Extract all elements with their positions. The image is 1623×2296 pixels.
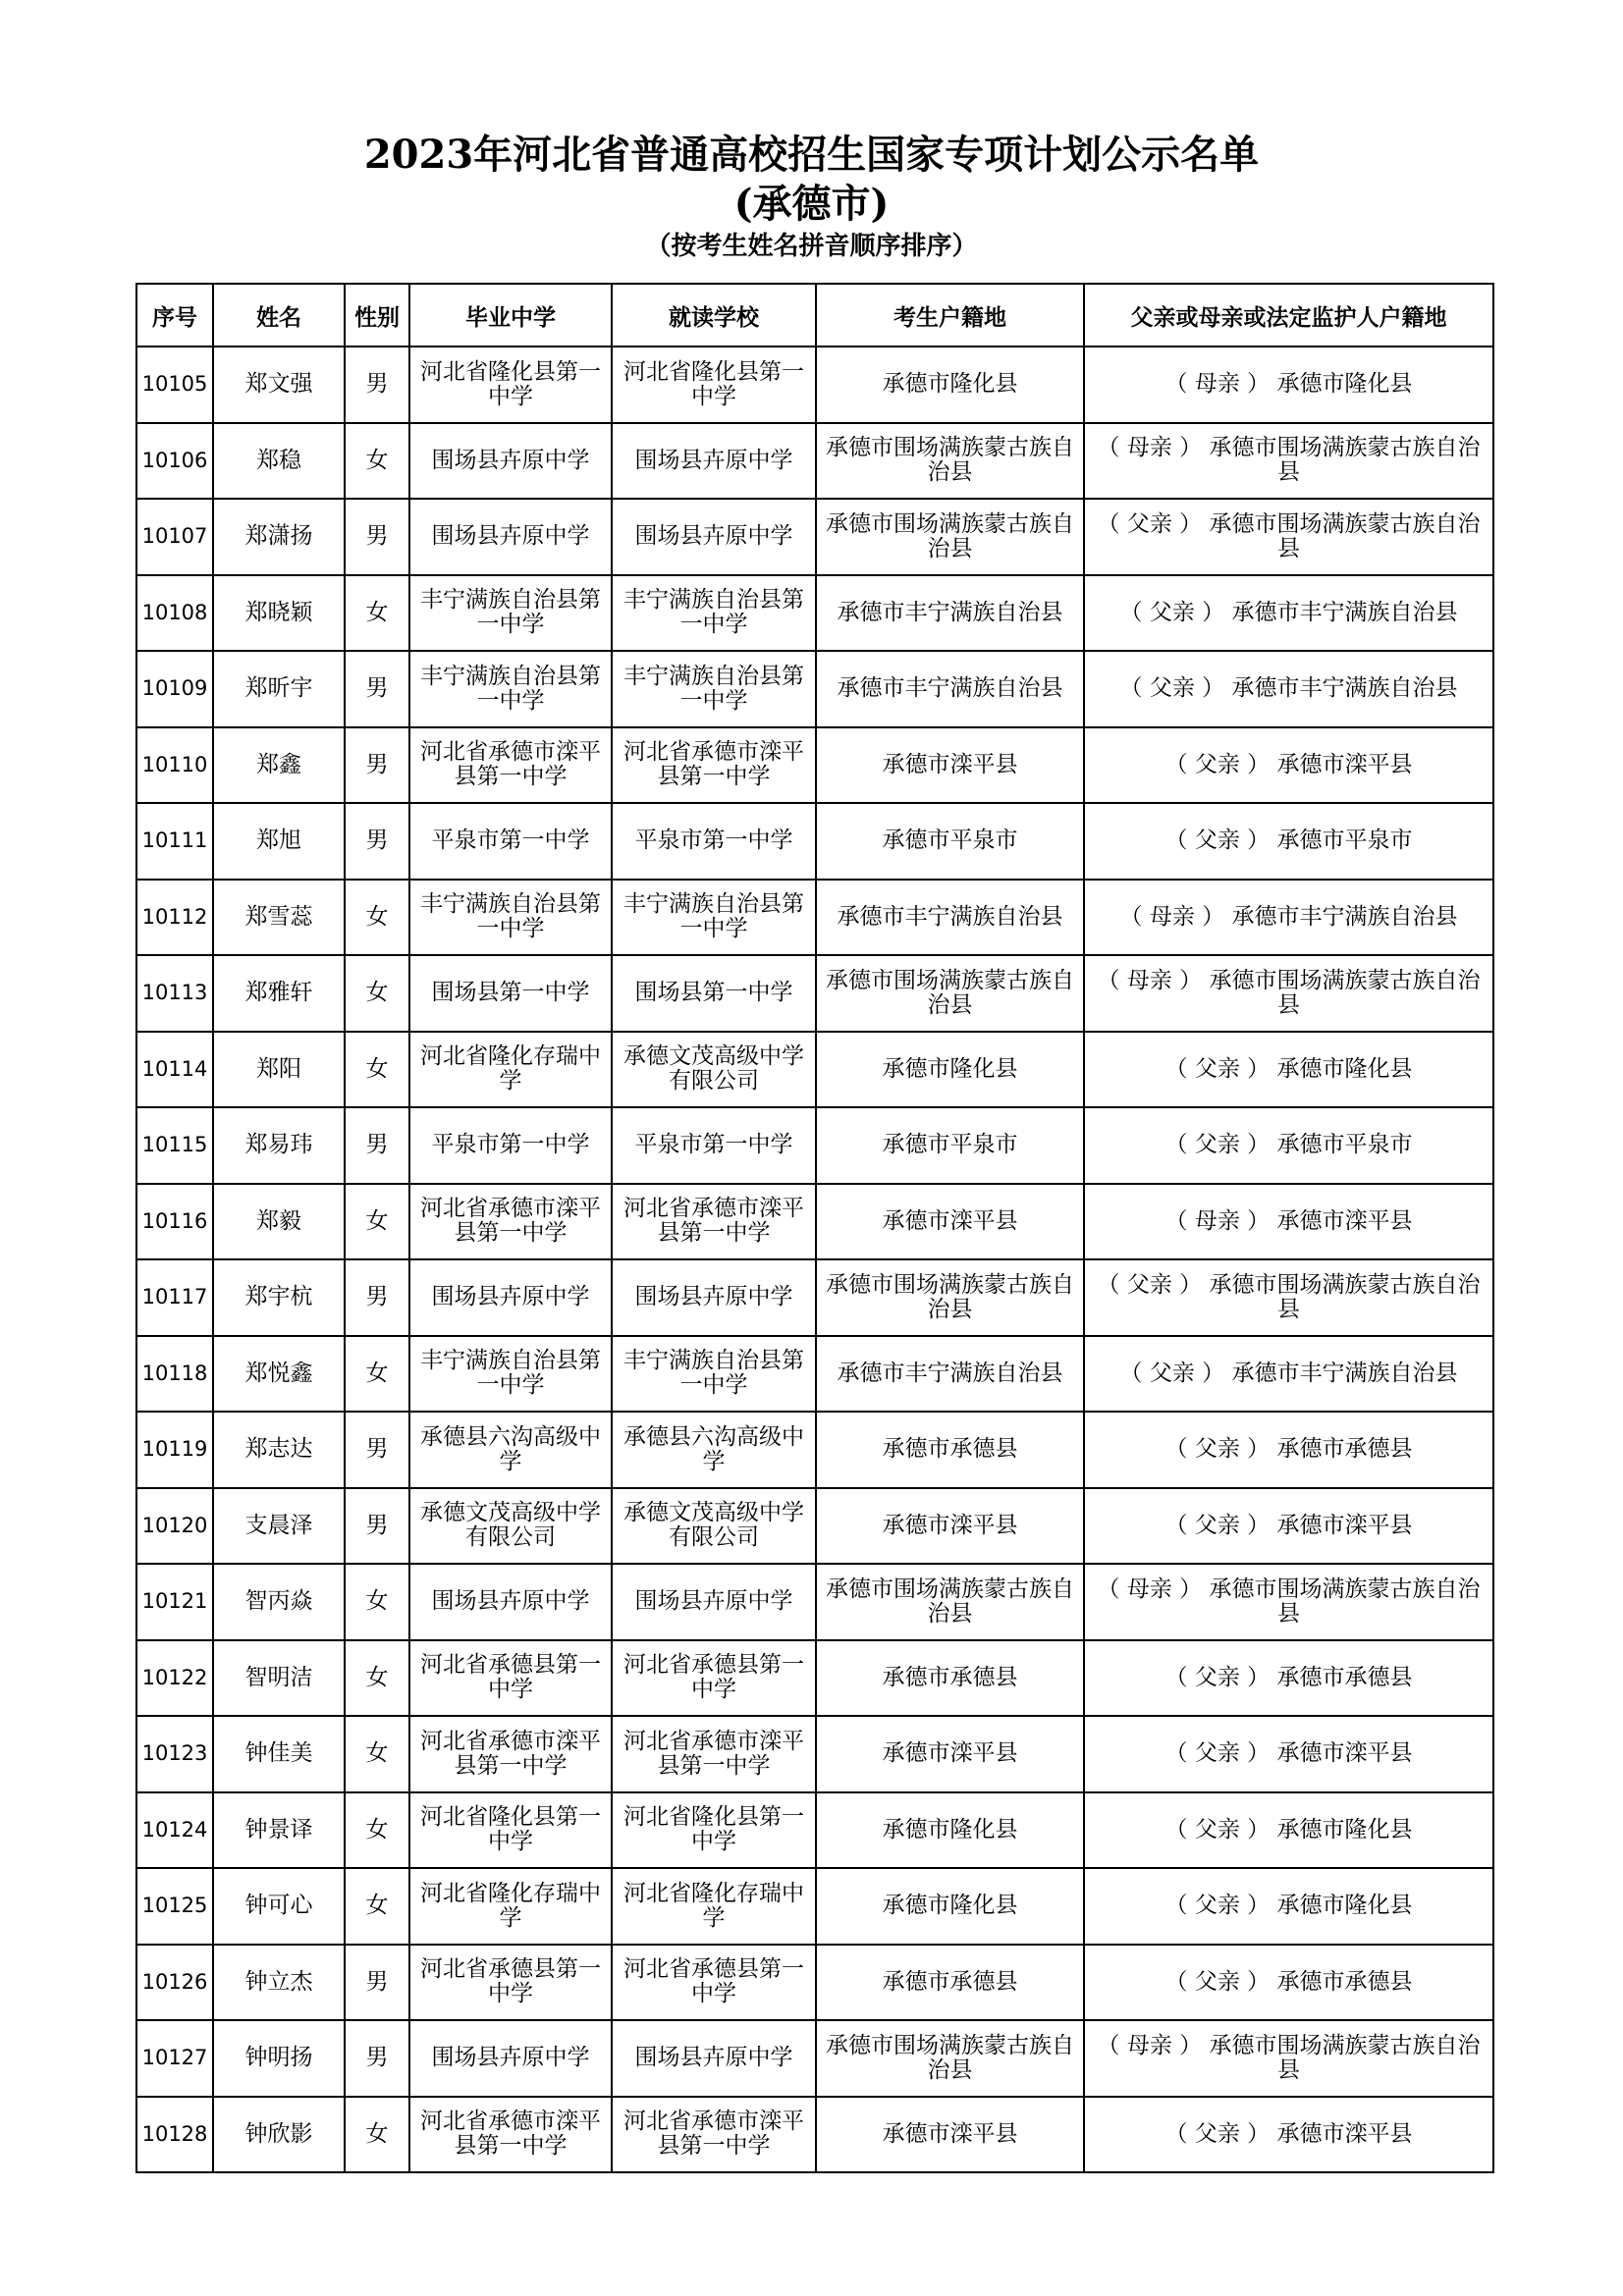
table-row bbox=[136, 1792, 1493, 1869]
table-header-row bbox=[136, 284, 1493, 347]
cell-current-school: 河北省承德县第一中学 bbox=[612, 1640, 816, 1717]
cell-seq: 10119 bbox=[136, 1412, 213, 1488]
cell-graduated-school: 河北省隆化县第一中学 bbox=[409, 347, 612, 423]
cell-student-hukou: 承德市隆化县 bbox=[816, 1032, 1084, 1108]
cell-current-school: 河北省承德市滦平县第一中学 bbox=[612, 2097, 816, 2173]
cell-gender: 男 bbox=[345, 347, 409, 423]
cell-gender: 女 bbox=[345, 880, 409, 956]
cell-guardian-hukou: （ 母亲 ） 承德市丰宁满族自治县 bbox=[1084, 880, 1493, 956]
cell-guardian-hukou: （ 父亲 ） 承德市丰宁满族自治县 bbox=[1084, 575, 1493, 652]
table-row bbox=[136, 880, 1493, 956]
cell-graduated-school: 平泉市第一中学 bbox=[409, 803, 612, 880]
cell-guardian-hukou: （ 母亲 ） 承德市围场满族蒙古族自治县 bbox=[1084, 1564, 1493, 1640]
cell-student-hukou: 承德市围场满族蒙古族自治县 bbox=[816, 1259, 1084, 1336]
cell-seq: 10128 bbox=[136, 2097, 213, 2173]
table-row bbox=[136, 1032, 1493, 1108]
cell-gender: 男 bbox=[345, 727, 409, 804]
column-header-current-school: 就读学校 bbox=[612, 284, 816, 347]
cell-current-school: 河北省承德市滦平县第一中学 bbox=[612, 727, 816, 804]
cell-seq: 10115 bbox=[136, 1107, 213, 1184]
column-header-name: 姓名 bbox=[213, 284, 345, 347]
cell-gender: 男 bbox=[345, 1945, 409, 2021]
cell-gender: 女 bbox=[345, 1640, 409, 1717]
cell-graduated-school: 河北省承德市滦平县第一中学 bbox=[409, 727, 612, 804]
cell-name: 郑悦鑫 bbox=[213, 1336, 345, 1413]
cell-current-school: 河北省隆化县第一中学 bbox=[612, 1792, 816, 1869]
cell-guardian-hukou: （ 父亲 ） 承德市丰宁满族自治县 bbox=[1084, 651, 1493, 727]
cell-name: 钟明扬 bbox=[213, 2020, 345, 2097]
cell-name: 智丙焱 bbox=[213, 1564, 345, 1640]
cell-graduated-school: 围场县卉原中学 bbox=[409, 2020, 612, 2097]
cell-name: 钟立杰 bbox=[213, 1945, 345, 2021]
cell-graduated-school: 丰宁满族自治县第一中学 bbox=[409, 651, 612, 727]
cell-graduated-school: 丰宁满族自治县第一中学 bbox=[409, 880, 612, 956]
cell-current-school: 河北省隆化存瑞中学 bbox=[612, 1868, 816, 1945]
cell-seq: 10123 bbox=[136, 1716, 213, 1792]
cell-guardian-hukou: （ 父亲 ） 承德市隆化县 bbox=[1084, 1032, 1493, 1108]
cell-student-hukou: 承德市围场满族蒙古族自治县 bbox=[816, 955, 1084, 1032]
cell-current-school: 丰宁满族自治县第一中学 bbox=[612, 575, 816, 652]
cell-seq: 10117 bbox=[136, 1259, 213, 1336]
cell-guardian-hukou: （ 母亲 ） 承德市围场满族蒙古族自治县 bbox=[1084, 423, 1493, 500]
cell-gender: 女 bbox=[345, 1336, 409, 1413]
cell-gender: 女 bbox=[345, 1184, 409, 1260]
cell-name: 郑潇扬 bbox=[213, 499, 345, 575]
cell-seq: 10111 bbox=[136, 803, 213, 880]
cell-gender: 女 bbox=[345, 1032, 409, 1108]
cell-gender: 男 bbox=[345, 803, 409, 880]
cell-graduated-school: 河北省隆化县第一中学 bbox=[409, 1792, 612, 1869]
cell-graduated-school: 围场县卉原中学 bbox=[409, 1259, 612, 1336]
table-row bbox=[136, 1412, 1493, 1488]
cell-current-school: 河北省承德市滦平县第一中学 bbox=[612, 1716, 816, 1792]
cell-seq: 10114 bbox=[136, 1032, 213, 1108]
cell-guardian-hukou: （ 父亲 ） 承德市围场满族蒙古族自治县 bbox=[1084, 499, 1493, 575]
cell-gender: 男 bbox=[345, 1107, 409, 1184]
cell-guardian-hukou: （ 父亲 ） 承德市承德县 bbox=[1084, 1412, 1493, 1488]
cell-graduated-school: 平泉市第一中学 bbox=[409, 1107, 612, 1184]
cell-graduated-school: 河北省隆化存瑞中学 bbox=[409, 1032, 612, 1108]
cell-current-school: 承德文茂高级中学有限公司 bbox=[612, 1488, 816, 1565]
cell-student-hukou: 承德市围场满族蒙古族自治县 bbox=[816, 423, 1084, 500]
cell-seq: 10116 bbox=[136, 1184, 213, 1260]
column-header-guardian-hukou: 父亲或母亲或法定监护人户籍地 bbox=[1084, 284, 1493, 347]
cell-current-school: 河北省隆化县第一中学 bbox=[612, 347, 816, 423]
cell-seq: 10106 bbox=[136, 423, 213, 500]
table-row bbox=[136, 1259, 1493, 1336]
cell-name: 郑文强 bbox=[213, 347, 345, 423]
cell-current-school: 围场县第一中学 bbox=[612, 955, 816, 1032]
cell-seq: 10126 bbox=[136, 1945, 213, 2021]
column-header-gender: 性别 bbox=[345, 284, 409, 347]
cell-student-hukou: 承德市丰宁满族自治县 bbox=[816, 880, 1084, 956]
cell-student-hukou: 承德市滦平县 bbox=[816, 1184, 1084, 1260]
cell-current-school: 承德文茂高级中学有限公司 bbox=[612, 1032, 816, 1108]
cell-gender: 男 bbox=[345, 1412, 409, 1488]
cell-current-school: 平泉市第一中学 bbox=[612, 1107, 816, 1184]
cell-guardian-hukou: （ 父亲 ） 承德市围场满族蒙古族自治县 bbox=[1084, 1259, 1493, 1336]
cell-guardian-hukou: （ 母亲 ） 承德市隆化县 bbox=[1084, 347, 1493, 423]
cell-current-school: 承德县六沟高级中学 bbox=[612, 1412, 816, 1488]
cell-gender: 男 bbox=[345, 2020, 409, 2097]
cell-student-hukou: 承德市承德县 bbox=[816, 1412, 1084, 1488]
cell-gender: 男 bbox=[345, 1488, 409, 1565]
cell-student-hukou: 承德市平泉市 bbox=[816, 803, 1084, 880]
cell-guardian-hukou: （ 父亲 ） 承德市隆化县 bbox=[1084, 1868, 1493, 1945]
cell-seq: 10118 bbox=[136, 1336, 213, 1413]
cell-gender: 女 bbox=[345, 955, 409, 1032]
cell-current-school: 平泉市第一中学 bbox=[612, 803, 816, 880]
cell-graduated-school: 河北省承德县第一中学 bbox=[409, 1945, 612, 2021]
cell-seq: 10127 bbox=[136, 2020, 213, 2097]
cell-seq: 10112 bbox=[136, 880, 213, 956]
table-row bbox=[136, 1564, 1493, 1640]
cell-graduated-school: 河北省承德市滦平县第一中学 bbox=[409, 1184, 612, 1260]
table-row bbox=[136, 347, 1493, 423]
cell-student-hukou: 承德市滦平县 bbox=[816, 1488, 1084, 1565]
cell-gender: 女 bbox=[345, 2097, 409, 2173]
cell-gender: 男 bbox=[345, 1259, 409, 1336]
cell-guardian-hukou: （ 母亲 ） 承德市围场满族蒙古族自治县 bbox=[1084, 955, 1493, 1032]
sort-note: （按考生姓名拼音顺序排序） bbox=[645, 232, 978, 261]
cell-graduated-school: 承德县六沟高级中学 bbox=[409, 1412, 612, 1488]
cell-guardian-hukou: （ 父亲 ） 承德市滦平县 bbox=[1084, 1488, 1493, 1565]
cell-student-hukou: 承德市围场满族蒙古族自治县 bbox=[816, 1564, 1084, 1640]
cell-graduated-school: 河北省承德市滦平县第一中学 bbox=[409, 1716, 612, 1792]
cell-current-school: 河北省承德市滦平县第一中学 bbox=[612, 1184, 816, 1260]
cell-graduated-school: 河北省隆化存瑞中学 bbox=[409, 1868, 612, 1945]
table-row bbox=[136, 2097, 1493, 2173]
table-body bbox=[136, 347, 1493, 2172]
cell-gender: 女 bbox=[345, 423, 409, 500]
cell-graduated-school: 围场县第一中学 bbox=[409, 955, 612, 1032]
cell-seq: 10105 bbox=[136, 347, 213, 423]
cell-guardian-hukou: （ 父亲 ） 承德市丰宁满族自治县 bbox=[1084, 1336, 1493, 1413]
cell-student-hukou: 承德市隆化县 bbox=[816, 347, 1084, 423]
cell-graduated-school: 丰宁满族自治县第一中学 bbox=[409, 1336, 612, 1413]
cell-gender: 女 bbox=[345, 1792, 409, 1869]
cell-student-hukou: 承德市丰宁满族自治县 bbox=[816, 651, 1084, 727]
cell-name: 钟景译 bbox=[213, 1792, 345, 1869]
cell-guardian-hukou: （ 父亲 ） 承德市隆化县 bbox=[1084, 1792, 1493, 1869]
cell-graduated-school: 围场县卉原中学 bbox=[409, 423, 612, 500]
cell-name: 钟欣影 bbox=[213, 2097, 345, 2173]
cell-gender: 女 bbox=[345, 1868, 409, 1945]
cell-current-school: 围场县卉原中学 bbox=[612, 2020, 816, 2097]
cell-graduated-school: 丰宁满族自治县第一中学 bbox=[409, 575, 612, 652]
cell-name: 郑稳 bbox=[213, 423, 345, 500]
cell-student-hukou: 承德市隆化县 bbox=[816, 1868, 1084, 1945]
cell-name: 郑晓颖 bbox=[213, 575, 345, 652]
table-row bbox=[136, 1184, 1493, 1260]
cell-graduated-school: 承德文茂高级中学有限公司 bbox=[409, 1488, 612, 1565]
cell-gender: 女 bbox=[345, 575, 409, 652]
table-row bbox=[136, 423, 1493, 500]
cell-current-school: 围场县卉原中学 bbox=[612, 423, 816, 500]
cell-current-school: 丰宁满族自治县第一中学 bbox=[612, 651, 816, 727]
cell-current-school: 围场县卉原中学 bbox=[612, 1564, 816, 1640]
table-row bbox=[136, 803, 1493, 880]
column-header-seq: 序号 bbox=[136, 284, 213, 347]
cell-name: 郑阳 bbox=[213, 1032, 345, 1108]
cell-student-hukou: 承德市丰宁满族自治县 bbox=[816, 1336, 1084, 1413]
table-row bbox=[136, 1107, 1493, 1184]
cell-name: 郑雪蕊 bbox=[213, 880, 345, 956]
cell-guardian-hukou: （ 父亲 ） 承德市平泉市 bbox=[1084, 1107, 1493, 1184]
cell-student-hukou: 承德市滦平县 bbox=[816, 727, 1084, 804]
cell-current-school: 丰宁满族自治县第一中学 bbox=[612, 880, 816, 956]
cell-seq: 10107 bbox=[136, 499, 213, 575]
table-row bbox=[136, 499, 1493, 575]
cell-name: 郑雅轩 bbox=[213, 955, 345, 1032]
cell-guardian-hukou: （ 父亲 ） 承德市滦平县 bbox=[1084, 1716, 1493, 1792]
table-row bbox=[136, 955, 1493, 1032]
cell-student-hukou: 承德市隆化县 bbox=[816, 1792, 1084, 1869]
column-header-graduated-school: 毕业中学 bbox=[409, 284, 612, 347]
cell-name: 智明洁 bbox=[213, 1640, 345, 1717]
table-row bbox=[136, 651, 1493, 727]
table-row bbox=[136, 1336, 1493, 1413]
cell-current-school: 围场县卉原中学 bbox=[612, 499, 816, 575]
cell-graduated-school: 围场县卉原中学 bbox=[409, 499, 612, 575]
cell-seq: 10113 bbox=[136, 955, 213, 1032]
cell-student-hukou: 承德市围场满族蒙古族自治县 bbox=[816, 2020, 1084, 2097]
cell-name: 郑毅 bbox=[213, 1184, 345, 1260]
cell-gender: 女 bbox=[345, 1564, 409, 1640]
cell-name: 郑宇杭 bbox=[213, 1259, 345, 1336]
cell-guardian-hukou: （ 父亲 ） 承德市滦平县 bbox=[1084, 727, 1493, 804]
cell-seq: 10110 bbox=[136, 727, 213, 804]
cell-name: 郑志达 bbox=[213, 1412, 345, 1488]
roster-table bbox=[135, 283, 1494, 2173]
page-title: 2023年河北省普通高校招生国家专项计划公示名单 bbox=[363, 132, 1260, 178]
cell-graduated-school: 河北省承德市滦平县第一中学 bbox=[409, 2097, 612, 2173]
cell-name: 支晨泽 bbox=[213, 1488, 345, 1565]
cell-name: 郑旭 bbox=[213, 803, 345, 880]
cell-name: 郑昕宇 bbox=[213, 651, 345, 727]
cell-name: 郑鑫 bbox=[213, 727, 345, 804]
table-row bbox=[136, 1488, 1493, 1565]
table-row bbox=[136, 575, 1493, 652]
cell-gender: 男 bbox=[345, 499, 409, 575]
cell-guardian-hukou: （ 母亲 ） 承德市围场满族蒙古族自治县 bbox=[1084, 2020, 1493, 2097]
cell-guardian-hukou: （ 母亲 ） 承德市滦平县 bbox=[1084, 1184, 1493, 1260]
cell-student-hukou: 承德市围场满族蒙古族自治县 bbox=[816, 499, 1084, 575]
cell-graduated-school: 河北省承德县第一中学 bbox=[409, 1640, 612, 1717]
cell-seq: 10121 bbox=[136, 1564, 213, 1640]
cell-guardian-hukou: （ 父亲 ） 承德市平泉市 bbox=[1084, 803, 1493, 880]
cell-guardian-hukou: （ 父亲 ） 承德市滦平县 bbox=[1084, 2097, 1493, 2173]
table-row bbox=[136, 1945, 1493, 2021]
table-row bbox=[136, 1716, 1493, 1792]
cell-student-hukou: 承德市滦平县 bbox=[816, 1716, 1084, 1792]
cell-gender: 男 bbox=[345, 651, 409, 727]
table-row bbox=[136, 2020, 1493, 2097]
cell-name: 钟可心 bbox=[213, 1868, 345, 1945]
cell-current-school: 河北省承德县第一中学 bbox=[612, 1945, 816, 2021]
cell-guardian-hukou: （ 父亲 ） 承德市承德县 bbox=[1084, 1640, 1493, 1717]
table-row bbox=[136, 727, 1493, 804]
cell-current-school: 围场县卉原中学 bbox=[612, 1259, 816, 1336]
cell-graduated-school: 围场县卉原中学 bbox=[409, 1564, 612, 1640]
column-header-student-hukou: 考生户籍地 bbox=[816, 284, 1084, 347]
cell-student-hukou: 承德市承德县 bbox=[816, 1945, 1084, 2021]
cell-student-hukou: 承德市丰宁满族自治县 bbox=[816, 575, 1084, 652]
cell-seq: 10109 bbox=[136, 651, 213, 727]
table-row bbox=[136, 1868, 1493, 1945]
table-row bbox=[136, 1640, 1493, 1717]
cell-name: 钟佳美 bbox=[213, 1716, 345, 1792]
cell-seq: 10108 bbox=[136, 575, 213, 652]
cell-gender: 女 bbox=[345, 1716, 409, 1792]
cell-student-hukou: 承德市承德县 bbox=[816, 1640, 1084, 1717]
cell-name: 郑易玮 bbox=[213, 1107, 345, 1184]
cell-seq: 10124 bbox=[136, 1792, 213, 1869]
cell-guardian-hukou: （ 父亲 ） 承德市承德县 bbox=[1084, 1945, 1493, 2021]
cell-seq: 10120 bbox=[136, 1488, 213, 1565]
cell-student-hukou: 承德市滦平县 bbox=[816, 2097, 1084, 2173]
cell-student-hukou: 承德市平泉市 bbox=[816, 1107, 1084, 1184]
cell-seq: 10125 bbox=[136, 1868, 213, 1945]
cell-seq: 10122 bbox=[136, 1640, 213, 1717]
cell-current-school: 丰宁满族自治县第一中学 bbox=[612, 1336, 816, 1413]
page-subtitle: (承德市) bbox=[733, 181, 890, 227]
